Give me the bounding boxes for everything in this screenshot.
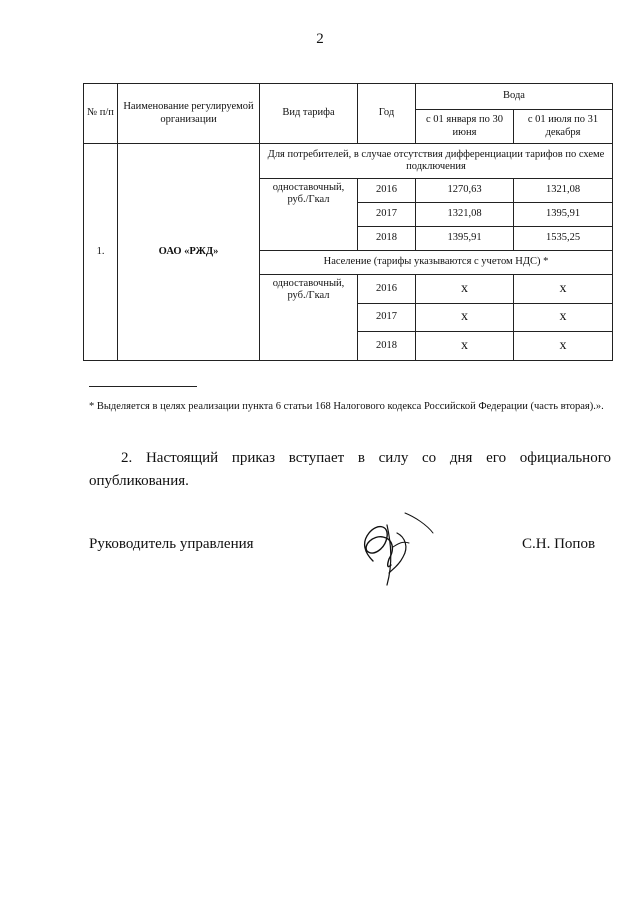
organization-name: ОАО «РЖД» [118,144,260,361]
value-cell: х [514,304,613,332]
footnote: * Выделяется в целях реализации пункта 6 статьи 168 Налогового кодекса Российской Федерации (часть вторая).». [89,401,604,412]
section-title-population: Население (тарифы указываются с учетом НДС) * [260,251,613,275]
signature-image [343,503,438,595]
year-cell: 2016 [358,275,416,304]
value-cell: 1535,25 [514,227,613,251]
value-cell: 1395,91 [514,203,613,227]
year-cell: 2017 [358,203,416,227]
value-cell: х [514,332,613,361]
footnote-divider [89,386,197,387]
section-title-consumers: Для потребителей, в случае отсутствия дифференциации тарифов по схеме подключения [260,144,613,179]
header-period-2: с 01 июля по 31 декабря [514,110,613,144]
value-cell: х [416,332,514,361]
tariff-kind: одноставочный, руб./Гкал [260,179,358,251]
signer-name: С.Н. Попов [522,536,596,552]
value-cell: 1321,08 [514,179,613,203]
value-cell: 1270,63 [416,179,514,203]
order-paragraph: 2. Настоящий приказ вступает в силу со дня его официального опубликования. [89,450,611,490]
value-cell: х [416,275,514,304]
section-title-row [84,144,613,179]
header-tariff-kind: Вид тарифа [260,84,358,144]
year-cell: 2017 [358,304,416,332]
year-cell: 2018 [358,227,416,251]
value-cell: 1395,91 [416,227,514,251]
tariff-kind: одноставочный, руб./Гкал [260,275,358,361]
header-num: № п/п [84,84,118,144]
header-period-1: с 01 января по 30 июня [416,110,514,144]
header-year: Год [358,84,416,144]
header-water: Вода [416,84,613,110]
tariff-table [83,83,613,361]
year-cell: 2016 [358,179,416,203]
header-organization: Наименование регулируемой организации [118,84,260,144]
row-number: 1. [84,144,118,361]
page-number: 2 [316,31,324,47]
value-cell: х [416,304,514,332]
value-cell: х [514,275,613,304]
value-cell: 1321,08 [416,203,514,227]
signer-title: Руководитель управления [89,536,254,552]
table-header-row [84,84,613,110]
year-cell: 2018 [358,332,416,361]
